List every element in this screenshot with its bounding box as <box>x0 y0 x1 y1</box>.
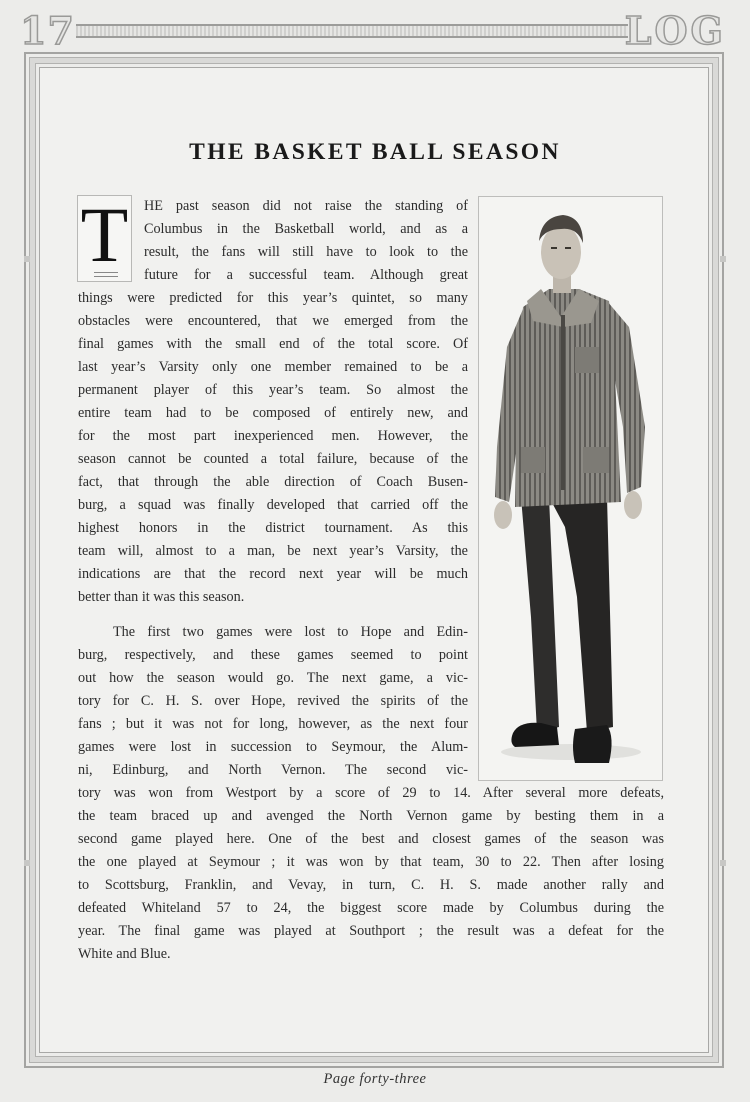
text-line: to Scottsburg, Franklin, and Vevay, in turn, C. H. S. made another rally and <box>78 877 664 893</box>
page-number: Page forty-three <box>323 1071 427 1087</box>
text-line: final games with the small end of the total score. Of <box>78 336 468 352</box>
publication-name: LOG <box>624 8 726 53</box>
article-title: THE BASKET BALL SEASON <box>189 139 561 165</box>
text-line: White and Blue. <box>78 946 171 962</box>
text-line: team will, almost to a man, be next year’s Varsity, the <box>78 543 468 559</box>
text-line: the one played at Seymour ; it was won by that team, 30 to 22. Then after losing <box>78 854 664 870</box>
drop-cap: T <box>77 195 132 282</box>
text-line: highest honors in the district tournament. As this <box>78 520 468 536</box>
text-line: for the most part inexperienced men. However, the <box>78 428 468 444</box>
text-line: tory for C. H. S. over Hope, revived the spirits of the <box>78 693 468 709</box>
text-line: games were lost in succession to Seymour, the Alum- <box>78 739 468 755</box>
text-line: year. The final game was played at Southport ; the result was a defeat for the <box>78 923 664 939</box>
text-line: entire team had to be composed of entirely new, and <box>78 405 468 421</box>
standing-man-illustration <box>479 197 664 782</box>
text-line: permanent player of this year’s team. So almost the <box>78 382 468 398</box>
frame-ornament <box>720 860 726 866</box>
text-line: second game played here. One of the best and closest games of the season was <box>78 831 664 847</box>
text-line: HE past season did not raise the standing of <box>144 198 468 214</box>
drop-cap-rule <box>94 272 118 277</box>
text-line: tory was won from Westport by a score of 29 to 14. After several more defeats, <box>78 785 664 801</box>
header-rule <box>76 24 628 38</box>
frame-ornament <box>24 256 30 262</box>
text-line: fact, that through the able direction of Coach Busen- <box>78 474 468 490</box>
text-line: better than it was this season. <box>78 589 245 605</box>
text-line: out how the season would go. The next game, a vic- <box>78 670 468 686</box>
text-line: fans ; but it was not for long, however, as the next four <box>78 716 468 732</box>
frame-ornament <box>720 256 726 262</box>
text-line: burg, respectively, and these games seemed to point <box>78 647 468 663</box>
text-line: obstacles were encountered, that we emerged from the <box>78 313 468 329</box>
text-line: the team braced up and avenged the North Vernon game by besting them in a <box>78 808 664 824</box>
text-line: indications are that the record next year will be much <box>78 566 468 582</box>
volume-number: 17 <box>20 8 75 53</box>
coach-photo <box>478 196 663 781</box>
text-line: future for a successful team. Although great <box>144 267 468 283</box>
text-line: last year’s Varsity only one member remained to be a <box>78 359 468 375</box>
text-line: things were predicted for this year’s quintet, so many <box>78 290 468 306</box>
text-line: result, the fans will still have to look to the <box>144 244 468 260</box>
text-line: defeated Whiteland 57 to 24, the biggest score made by Columbus during the <box>78 900 664 916</box>
text-line: The first two games were lost to Hope and Edin- <box>113 624 468 640</box>
text-line: season cannot be counted a total failure, because of the <box>78 451 468 467</box>
text-line: burg, a squad was finally developed that carried off the <box>78 497 468 513</box>
text-line: ni, Edinburg, and North Vernon. The second vic- <box>78 762 468 778</box>
frame-ornament <box>24 860 30 866</box>
text-line: Columbus in the Basketball world, and as a <box>144 221 468 237</box>
